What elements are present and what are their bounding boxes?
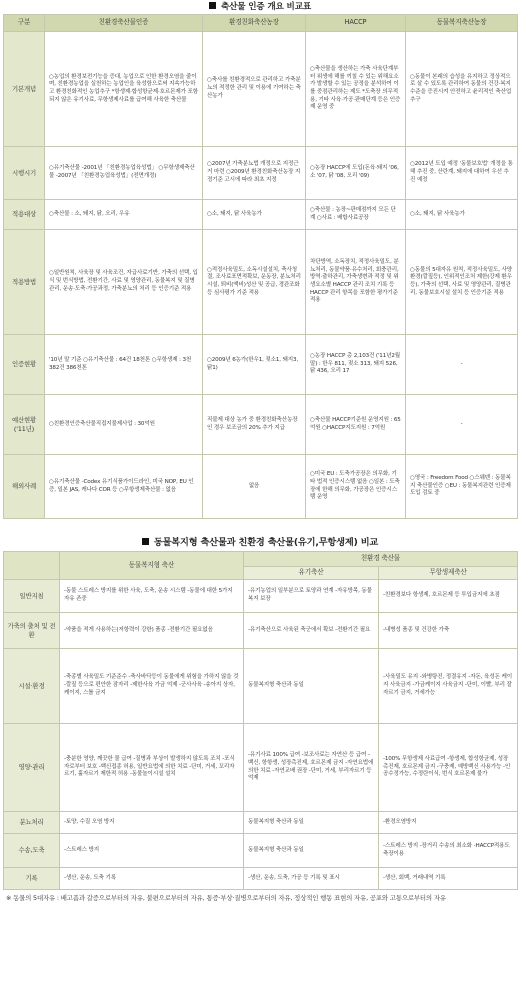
table1-cell: ○미국 EU : 도축가공장은 의무화, 기타 법적 인증시스템 없음 ○일본 : 도축장에 한해 의무화, 가공장은 인증시스템 운영	[306, 455, 406, 519]
table1-cell: ○농장 HACCP 총 2,103건 ('11년2월말) : 한우 811, 젖소 313, 돼지 526, 닭 436, 오리 17	[306, 335, 406, 395]
row-label: 시설·환경	[4, 649, 60, 724]
table2-cell: -스트레스 방지	[60, 834, 244, 868]
row-label: 인증현황	[4, 335, 45, 395]
table1-cell: ○축산물 : 농장~판매점까지 모든 단계 ○사료 : 배합사료공장	[306, 200, 406, 230]
table2-cell: -약품을 적게 사용하는(저항력이 강한) 품종 -전환기간 필요없음	[60, 613, 244, 649]
table2-header-eco-group: 친환경 축산물	[244, 552, 518, 567]
table2-cell: -토양, 수질 오염 방지	[60, 812, 244, 834]
table2-row	[4, 868, 518, 890]
table1-row	[4, 32, 518, 147]
table2-cell: -유기축산으로 사육된 축군에서 확보 -전환기간 필요	[244, 613, 379, 649]
table2-row	[4, 812, 518, 834]
row-label: 예산현황 ('11년)	[4, 395, 45, 455]
row-label: 시행시기	[4, 147, 45, 200]
certification-comparison-table	[3, 14, 518, 519]
table1-header: 환경친화축산농장	[203, 15, 306, 32]
table2-cell: -생산, 운송, 도축, 가공 등 기록 및 표시	[244, 868, 379, 890]
table1-cell: ○2009년 6농가(한우1, 젖소1, 돼지3, 닭1)	[203, 335, 306, 395]
table1-row	[4, 147, 518, 200]
table1-cell: -	[406, 335, 518, 395]
table2-header-row	[4, 552, 518, 567]
row-label: 해외사례	[4, 455, 45, 519]
table1-row	[4, 395, 518, 455]
table1-cell: ○친환경인증축산물직접지불제사업 : 30억원	[45, 395, 203, 455]
row-label: 영양·관리	[4, 724, 60, 812]
table2-title-text: 동물복지형 축산물과 친환경 축산물(유기,무항생제) 비교	[153, 537, 379, 548]
table1-header: 친환경축산물인증	[45, 15, 203, 32]
row-label: 분뇨처리	[4, 812, 60, 834]
row-label: 기록	[4, 868, 60, 890]
table1-header-row	[4, 15, 518, 32]
table2-cell: -생산, 운송, 도축 기록	[60, 868, 244, 890]
table2-cell: -충분한 영양, 깨끗한 물 급여 -질병과 부상이 발생하지 않도록 조치 -포식자로부터 보호 -백신접종 허용, 일반요법에 의한 치료 -단미, 거세, 꼬리자르기, 훌자르기 제한적 허용 -동물놀이시설 설치	[60, 724, 244, 812]
table1-row	[4, 455, 518, 519]
table1-cell: ○축산물 HACCP기준원 운영지원 : 65억원 ○HACCP지도지원 : 7억원	[306, 395, 406, 455]
table1-cell: 없음	[203, 455, 306, 519]
table2-row	[4, 580, 518, 613]
table2-header-organic: 유기축산	[244, 567, 379, 580]
table1-cell: ○2007년 가축분뇨법 개정으로 지정근거 마련 ○2009년 환경친화축산농장 지정기준 고시에 따라 최초 지정	[203, 147, 306, 200]
table2-cell: 동물복지형 축산과 동일	[244, 812, 379, 834]
table2-cell: 동물복지형 축산과 동일	[244, 649, 379, 724]
table1-cell: ○농장 HACCP에 도입(돈육·돼지 '06, 소 '07, 닭 '08, 오리 '09)	[306, 147, 406, 200]
table2-corner-header	[4, 552, 60, 580]
table1-cell: ○소, 돼지, 닭 사육농가	[203, 200, 306, 230]
square-bullet-icon	[142, 538, 149, 545]
table2-cell: -사육밀도 유지 -와병탕진, 정결유지 -자돈, 육성돈 케이지 사육금지 -가금케이지 사육금지 -단미, 이빨, 부리 잘 자르기 금지, 거세가능	[379, 649, 518, 724]
table2-cell: 동물복지형 축산과 동일	[244, 834, 379, 868]
table1-cell: ○동물이 본래의 습성을 유지하고 정상적으로 살 수 있도록 관리하여 동물의 건강·복지수준을 증진시켜 안전하고 윤리적인 축산업 추구	[406, 32, 518, 147]
table1-cell: '10년 말 기준 ○유기축산물 : 64건 18천톤 ○무항생제 : 3천382건 386천톤	[45, 335, 203, 395]
table1-row	[4, 335, 518, 395]
table1-row	[4, 230, 518, 335]
table2-cell: -축종별 사육밀도 기준준수 -축사바닥등이 동물에게 위험을 가하지 않을 것 -깔짚 등으로 편안한 잠자리 -제한사육 가금 억제 -군사사육 -송아지 상자, 케이지, 스톨 금지	[60, 649, 244, 724]
table1-header: 구분	[4, 15, 45, 32]
table2-header-antibiotic-free: 무항생제축산	[379, 567, 518, 580]
table2-row	[4, 834, 518, 868]
table2-cell: -유기사료 100% 급여 -보조사료는 자연산 등 급여 -백신, 항항생, 성장촉진제, 호르몬제 금지 -자연요법에 의한 치료 -자연교배 권장 -단미, 거세, 부리자르기 등 억제	[244, 724, 379, 812]
table2-row	[4, 724, 518, 812]
footnote: ※ 동물의 5대자유 : 배고픔과 갈증으로부터의 자유, 불편으로부터의 자유, 통증·부상·질병으로부터의 자유, 정상적인 행동 표현의 자유, 공포와 고통으로부터의 자유	[6, 894, 446, 902]
table1-row	[4, 200, 518, 230]
table1-title	[0, 0, 520, 14]
table1-header: 동물복지축산농장	[406, 15, 518, 32]
row-label: 적용방법	[4, 230, 45, 335]
row-label: 가축의 출처 및 전환	[4, 613, 60, 649]
table2-cell: -내병성 품종 및 건강한 가축	[379, 613, 518, 649]
table1-cell: 직불제 대상 농가 중 환경친화축산농장인 경우 보조금의 20% 추가 지급	[203, 395, 306, 455]
table2-cell: -유기농업의 일부분으로 토양과 연계 -자유방목, 동물복지 보장	[244, 580, 379, 613]
table1-cell: ○영국 : Freedom Food ○스웨덴 : 동물복지 축산물인증 ○EU : 동물복지관련 인증제 도입 검토 중	[406, 455, 518, 519]
table1-cell: ○동물의 5대자유 원칙, 적정사육밀도, 사양환경(깔짚등), 인위적인조처 제한(강제 환우 등), 가축의 선택, 사료 및 영양관리, 질병관리, 동물보호시설 설치 등 인증기준 적용	[406, 230, 518, 335]
square-bullet-icon	[209, 2, 216, 9]
table1-cell: ○축산물을 생산하는 가축 사육단계부터 위생에 해를 끼칠 수 있는 위해요소가 발생할 수 있는 공정을 분석하여 이를 중점관리하는 제도 *도축장 의무적용, 기타 사육·가공·판매단계 등은 인증제 운영 중	[306, 32, 406, 147]
table1-cell: ○축산물 : 소, 돼지, 닭, 오리, 우유	[45, 200, 203, 230]
table1-header: HACCP	[306, 15, 406, 32]
table2-row	[4, 613, 518, 649]
table1-cell: ○적정사육밀도, 소독시설설치, 축사청결, 조사료포면적확보, 운동장, 분뇨처리시설, 퇴비(액비)성산 및 공급, 경관조화 등 심사평가 기준 적용	[203, 230, 306, 335]
row-label: 일반지침	[4, 580, 60, 613]
table1-cell: ○유기축산물 -Codex 유기식품가이드라인, 미국 NOP, EU 인증, 일본 JAS, 캐나다 COR 등 ○무항생제축산물 : 없음	[45, 455, 203, 519]
table2-cell: -100% 무항생제 사료급여 -항생제, 합성항균제, 성장촉진제, 호르몬제 금지 -구충제, 예방백신 사용가능 -인공수정가능, 수정란이식, 번식 호르몬제 불가	[379, 724, 518, 812]
table2-cell: -스트레스 방지 -장거리 수송의 최소화 -HACCP적용도축장이용	[379, 834, 518, 868]
table1-cell: ○농업의 환경보전기능을 증대, 농업으로 인한 환경오염을 줄이며, 친환경농업을 실천하는 농업인을 육성함으로써 지속가능하고 환경친화적인 농업추구 *항생제·합성항균제·호르몬제가 포함되지 않은 유기사료, 무항생제사료를 급여해 사육한 축산물	[45, 32, 203, 147]
table2-cell: -환경오염방지	[379, 812, 518, 834]
table1-cell: ○유기축산물 -2001년 「친환경농업육성법」 ○무항생제축산물 -2007년 「친환경농업육성법」(전면개정)	[45, 147, 203, 200]
table2-cell: -생산, 회백, 거래내역 기록	[379, 868, 518, 890]
row-label: 수송,도축	[4, 834, 60, 868]
table1-cell: -	[406, 395, 518, 455]
table1-cell: ○2012년 도입 예정 '동물보호법' 개정을 통해 추진 중, 산란계, 돼지에 대하여 우선 추진 예정	[406, 147, 518, 200]
row-label: 적용대상	[4, 200, 45, 230]
table1-cell: 차단방역, 소독장치, 적정사육밀도, 분뇨처리, 동물약품·유수처리, 회충관리, 방역·출하관리, 가축생변과 적정 및 위생요소별 HACCP 관리 조치 기록 등 HACCP 관리 항목을 포함한 평가기준 적용	[306, 230, 406, 335]
welfare-eco-comparison-table	[3, 551, 518, 890]
table2-row	[4, 649, 518, 724]
table1-cell: ○축사를 친환경적으로 관리하고 가축분뇨의 적정한 관리 및 이용에 기여하는 축산농가	[203, 32, 306, 147]
row-label: 기본개념	[4, 32, 45, 147]
table1-title-text: 축산물 인증 개요 비교표	[220, 2, 312, 12]
table1-cell: ○일반원칙, 사육장 및 사육조건, 자급사료기반, 가축의 선택, 입식 및 번식방법, 전환기간, 사료 및 영양관리, 동물복지 및 질병관리, 운송·도축·가공과정, 가축분뇨의 처리 등 인증기준 적용	[45, 230, 203, 335]
table2-header-welfare: 동물복지형 축산	[60, 552, 244, 580]
table2-cell: -동물 스트레스 방지를 위한 사육, 도축, 운송 시스템 -동물에 대한 5가지 자유 존중	[60, 580, 244, 613]
table2-cell: -친환경보다 항생제, 호르몬제 등 투입금지에 초점	[379, 580, 518, 613]
table1-cell: ○소, 돼지, 닭 사육농가	[406, 200, 518, 230]
table2-title	[0, 535, 520, 551]
